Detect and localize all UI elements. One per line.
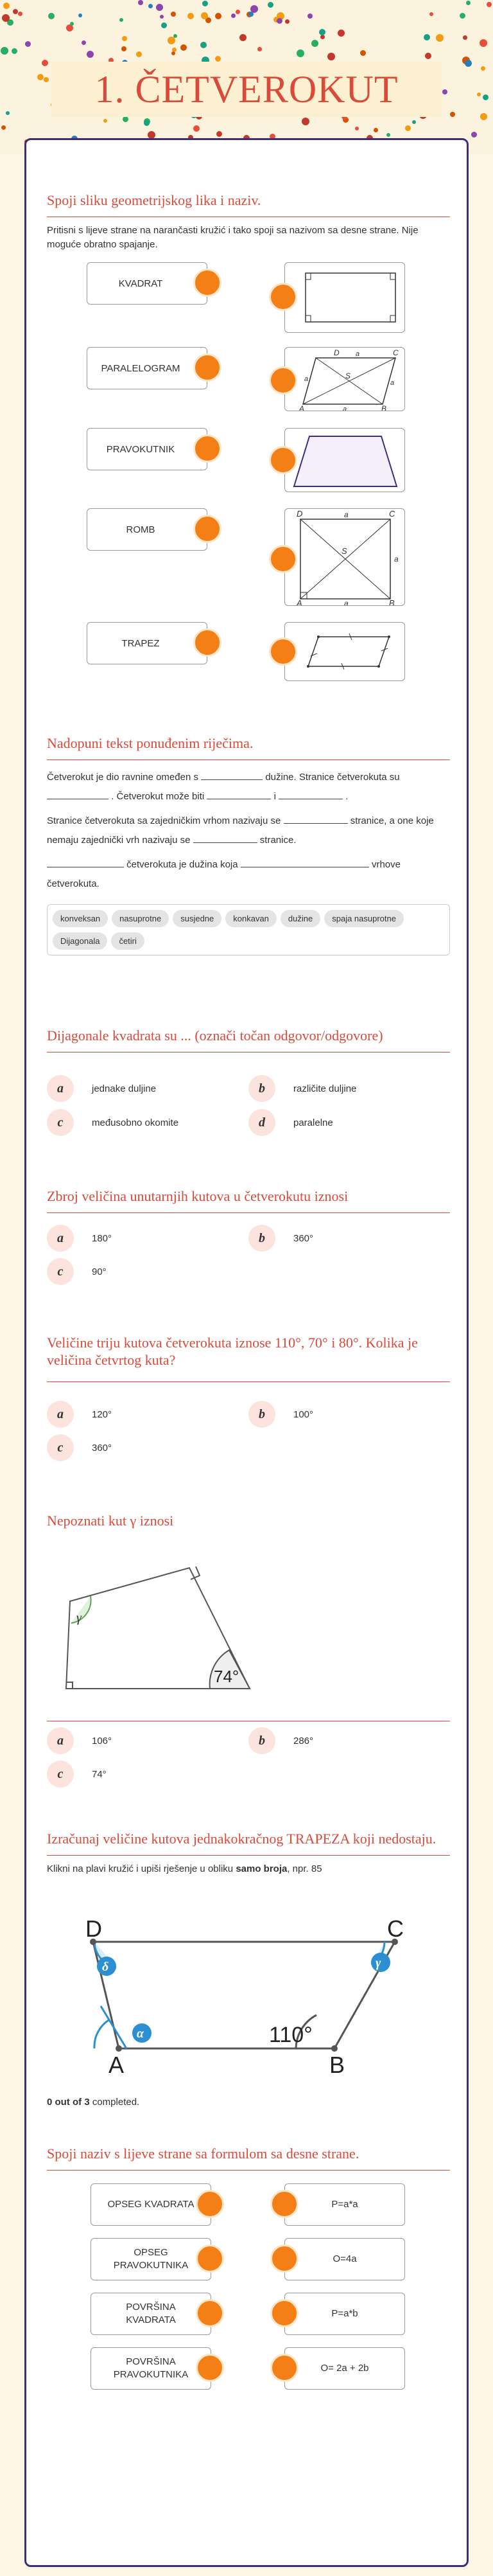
option-text: međusobno okomite: [92, 1117, 179, 1128]
confetti-dot: [168, 37, 175, 44]
confetti-dot: [37, 74, 44, 80]
option-text: 100°: [293, 1408, 314, 1420]
confetti-dot: [180, 44, 187, 51]
confetti-dot: [138, 0, 143, 5]
word-chip[interactable]: konkavan: [225, 910, 277, 927]
confetti-dot: [160, 15, 164, 19]
confetti-dot: [463, 35, 467, 40]
connect-dot-right-1[interactable]: [269, 283, 297, 311]
word-chip[interactable]: susjedne: [173, 910, 221, 927]
confetti-dot: [103, 119, 107, 123]
vertex-label: C: [393, 348, 399, 357]
figure-square-diagonals[interactable]: [284, 508, 405, 606]
connect-dot-left-1[interactable]: [196, 2190, 224, 2218]
connect-dot-right-1[interactable]: [270, 2190, 298, 2218]
confetti-dot: [156, 4, 163, 11]
confetti-dot: [471, 132, 477, 138]
connect-dot-right-3[interactable]: [269, 446, 297, 474]
vertex-label: D: [297, 509, 303, 519]
connect-dot-left-3[interactable]: [193, 434, 221, 463]
question-angle-sum: [47, 1187, 450, 1213]
match-right-formula[interactable]: O=4a: [284, 2238, 405, 2280]
option-text: 360°: [293, 1232, 314, 1244]
confetti-dot: [119, 18, 123, 22]
rhombus-figure-icon: [285, 623, 405, 681]
word-chip[interactable]: nasuprotne: [112, 910, 169, 927]
question-trapezoid-angles: [47, 1830, 450, 1876]
vertex-label: A: [299, 404, 305, 411]
text-fragment: Četverokut je dio ravnine omeđen s: [47, 772, 198, 783]
confetti-dot: [429, 12, 433, 16]
option-badge: c: [47, 1434, 74, 1461]
fill-paragraph-1: [47, 768, 450, 806]
option-badge: c: [47, 1761, 74, 1788]
match-right-formula[interactable]: P=a*b: [284, 2293, 405, 2335]
confetti-dot: [215, 56, 221, 62]
answer-option-a[interactable]: [47, 1727, 112, 1754]
vertex-label: D: [85, 1915, 102, 1942]
confetti-dot: [487, 2, 492, 7]
answer-option-c[interactable]: [47, 1434, 112, 1461]
side-label: a: [356, 350, 360, 358]
match-left-formula-name[interactable]: POVRŠINA KVADRATA: [91, 2293, 211, 2335]
confetti-dot: [355, 127, 359, 130]
text-fragment: .: [345, 791, 349, 802]
question-title: Izračunaj veličine kutova jednakokračnog TRAPEZA koji nedostaju.: [47, 1831, 437, 1847]
word-bank: [47, 904, 450, 955]
text-fragment: dužine. Stranice četverokuta su: [265, 772, 400, 783]
answer-option-c[interactable]: [47, 1761, 107, 1788]
option-badge: a: [47, 1075, 74, 1102]
answer-option-c[interactable]: [47, 1109, 178, 1136]
confetti-dot: [460, 13, 465, 19]
answer-option-b[interactable]: [248, 1075, 356, 1102]
match-left-paralelogram[interactable]: PARALELOGRAM: [87, 347, 207, 389]
confetti-dot: [136, 51, 142, 57]
vertex-label: D: [334, 348, 340, 357]
option-text: paralelne: [293, 1117, 333, 1128]
connect-dot-left-4[interactable]: [196, 2354, 224, 2382]
confetti-dot: [297, 49, 304, 57]
confetti-dot: [82, 40, 86, 45]
option-badge: a: [47, 1225, 74, 1252]
text-fragment: četverokuta je dužina koja: [126, 859, 238, 870]
vertex-label: C: [387, 1915, 404, 1942]
confetti-dot: [187, 13, 194, 19]
confetti-dot: [121, 46, 126, 51]
option-badge: b: [248, 1075, 275, 1102]
confetti-dot: [12, 48, 17, 54]
question-match-formulas: [47, 2145, 450, 2171]
drop-blank[interactable]: [201, 768, 263, 780]
question-title: Spoji sliku geometrijskog lika i naziv.: [47, 192, 261, 208]
question-title: Zbroj veličina unutarnjih kutova u četverokutu iznosi: [47, 1188, 349, 1204]
confetti-dot: [386, 133, 390, 137]
divider: [47, 1855, 450, 1856]
figure-rectangle[interactable]: [284, 262, 405, 333]
gamma-label: γ: [76, 1611, 82, 1625]
confetti-dot: [48, 13, 55, 19]
connect-dot-left-2[interactable]: [196, 2244, 224, 2273]
confetti-dot: [436, 34, 444, 42]
confetti-dot: [25, 41, 31, 47]
confetti-dot: [161, 22, 167, 28]
figure-parallelogram[interactable]: [284, 347, 405, 411]
option-text: jednake duljine: [92, 1083, 157, 1094]
word-chip[interactable]: Dijagonala: [53, 932, 107, 950]
match-right-formula[interactable]: O= 2a + 2b: [284, 2347, 405, 2390]
divider: [47, 2170, 450, 2171]
drop-blank[interactable]: [279, 787, 343, 799]
square-figure-icon: [285, 509, 405, 606]
confetti-dot: [477, 93, 481, 96]
connect-dot-right-2[interactable]: [270, 2244, 298, 2273]
confetti-dot: [44, 77, 49, 82]
question-title: Veličine triju kutova četverokuta iznose 110°, 70° i 80°. Kolika je veličina četvrtog kuta?: [47, 1335, 418, 1368]
question-title: Nadopuni tekst ponuđenim riječima.: [47, 735, 254, 751]
question-fill-text: [47, 734, 450, 955]
drop-blank[interactable]: [47, 787, 108, 799]
answer-option-d[interactable]: [248, 1109, 333, 1136]
rectangle-figure-icon: [285, 263, 405, 333]
confetti-dot: [216, 131, 222, 137]
confetti-dot: [202, 1, 208, 6]
confetti-dot: [327, 53, 335, 60]
confetti-dot: [302, 118, 309, 125]
drop-blank[interactable]: [47, 855, 124, 867]
vertex-label: B: [389, 598, 395, 606]
word-chip[interactable]: dužine: [281, 910, 320, 927]
side-label: a: [304, 375, 309, 383]
match-left-formula-name[interactable]: POVRŠINA PRAVOKUTNIKA: [91, 2347, 211, 2390]
figure-rhombus[interactable]: [284, 622, 405, 681]
answer-option-a[interactable]: [47, 1225, 112, 1252]
confetti-dot: [171, 12, 176, 17]
confetti-dot: [87, 51, 94, 58]
word-chip[interactable]: spaja nasuprotne: [324, 910, 404, 927]
blue-input-dot-gamma[interactable]: [371, 1953, 390, 1972]
divider: [47, 1052, 450, 1053]
option-text: različite duljine: [293, 1083, 357, 1094]
connect-dot-right-5[interactable]: [269, 637, 297, 666]
angle-label: 74°: [214, 1667, 239, 1686]
blue-input-dot-alpha[interactable]: [132, 2023, 151, 2043]
confetti-dot: [319, 29, 325, 35]
trapezoid-figure-icon: [285, 429, 405, 492]
confetti-dot: [481, 66, 485, 71]
confetti-dot: [6, 111, 10, 115]
match-right-formula[interactable]: P=a*a: [284, 2183, 405, 2226]
option-text: 120°: [92, 1408, 112, 1420]
word-chip[interactable]: konveksan: [53, 910, 108, 927]
confetti-dot: [200, 42, 207, 48]
angle-label: 110°: [269, 2023, 313, 2047]
confetti-dot: [257, 47, 262, 51]
svg-text:α: α: [137, 2027, 144, 2041]
confetti-dot: [483, 94, 489, 100]
fill-paragraph-3: [47, 855, 450, 894]
divider: [47, 759, 450, 760]
connect-dot-right-4[interactable]: [270, 2354, 298, 2382]
confetti-dot: [78, 13, 82, 17]
instruction-text: Klikni na plavi kružić i upiši rješenje u obliku samo broja, npr. 85: [47, 1863, 322, 1874]
center-label: S: [342, 546, 347, 556]
confetti-dot: [1, 125, 6, 130]
question-title: Dijagonale kvadrata su ... (označi točan odgovor/odgovore): [47, 1027, 383, 1044]
option-text: 286°: [293, 1735, 314, 1746]
figure-trapezoid[interactable]: [284, 428, 405, 492]
quadrilateral-figure: [47, 1540, 265, 1707]
page-title: 1. ČETVEROKUT: [94, 67, 399, 111]
connect-dot-left-1[interactable]: [193, 269, 221, 297]
confetti-dot: [311, 40, 318, 47]
connect-dot-right-2[interactable]: [269, 366, 297, 395]
confetti-dot: [442, 89, 447, 94]
text-fragment: . Četverokut može biti: [111, 791, 205, 802]
confetti-dot: [148, 4, 153, 8]
vertex-label: B: [329, 2052, 345, 2074]
vertex-label: A: [108, 2052, 125, 2074]
drop-blank[interactable]: [241, 855, 369, 867]
option-text: 180°: [92, 1232, 112, 1244]
trapezoid-figure: [47, 1914, 450, 2074]
confetti-dot: [171, 51, 175, 55]
option-badge: b: [248, 1401, 275, 1428]
word-chip[interactable]: četiri: [111, 932, 144, 950]
svg-text:δ: δ: [102, 1960, 109, 1974]
vertex-label: C: [389, 509, 395, 519]
confetti-dot: [193, 125, 200, 132]
option-badge: c: [47, 1258, 74, 1285]
vertex-label: A: [297, 598, 302, 606]
confetti-dot: [425, 53, 431, 59]
question-unknown-angle: [47, 1512, 450, 1529]
confetti-dot: [42, 60, 48, 66]
confetti-dot: [239, 34, 246, 41]
text-fragment: vrhove četverokuta.: [47, 859, 401, 889]
question-title: Spoji naziv s lijeve strane sa formulom sa desne strane.: [47, 2145, 359, 2162]
option-badge: b: [248, 1225, 275, 1252]
drop-blank[interactable]: [207, 787, 271, 799]
connect-dot-left-5[interactable]: [193, 628, 221, 657]
match-left-kvadrat[interactable]: KVADRAT: [87, 262, 207, 305]
option-text: 360°: [92, 1442, 112, 1453]
confetti-dot: [412, 120, 416, 124]
side-label: a: [390, 379, 395, 387]
option-badge: d: [248, 1109, 275, 1136]
title-banner: [51, 62, 442, 117]
drop-blank[interactable]: [193, 831, 257, 843]
text-fragment: i: [273, 791, 276, 802]
side-label: a: [344, 510, 349, 519]
text-fragment: stranice.: [259, 835, 297, 846]
question-fourth-angle: [47, 1334, 450, 1382]
connect-dot-left-3[interactable]: [196, 2299, 224, 2327]
hero-banner: [0, 0, 493, 154]
confetti-dot: [338, 30, 345, 37]
confetti-dot: [480, 39, 487, 47]
confetti-dot: [466, 1, 471, 5]
confetti-dot: [236, 10, 240, 14]
answer-option-c[interactable]: [47, 1258, 107, 1285]
fill-paragraph-2: [47, 812, 450, 850]
question-title: Nepoznati kut γ iznosi: [47, 1513, 174, 1529]
confetti-dot: [2, 14, 10, 22]
confetti-dot: [450, 112, 455, 117]
instruction-text: Pritisni s lijeve strane na narančasti kružić i tako spoji sa nazivom sa desne strane. Nije moguće obratno spajanje.: [47, 225, 419, 250]
connect-dot-right-3[interactable]: [270, 2299, 298, 2327]
side-label: a: [343, 405, 347, 411]
match-left-romb[interactable]: ROMB: [87, 508, 207, 551]
divider: [47, 1212, 450, 1213]
confetti-dot: [3, 3, 10, 9]
connect-dot-left-2[interactable]: [193, 353, 221, 382]
option-text: 74°: [92, 1768, 107, 1780]
text-fragment: stranice, a one koje nemaju zajednički vrh nazivaju se: [47, 815, 434, 846]
center-label: S: [345, 371, 351, 380]
answer-option-b[interactable]: [248, 1225, 313, 1252]
option-text: 90°: [92, 1266, 107, 1277]
confetti-dot: [123, 116, 128, 122]
option-badge: c: [47, 1109, 74, 1136]
option-text: 106°: [92, 1735, 112, 1746]
side-label: a: [344, 599, 349, 606]
confetti-dot: [1, 47, 8, 55]
vertex-label: B: [381, 404, 387, 411]
confetti-dot: [360, 50, 366, 56]
option-badge: b: [248, 1727, 275, 1754]
confetti-dot: [70, 22, 74, 26]
confetti-dot: [320, 35, 325, 39]
confetti-dot: [201, 12, 208, 19]
content-card: [24, 138, 469, 2567]
parallelogram-figure-icon: [285, 348, 405, 411]
match-left-formula-name[interactable]: OPSEG KVADRATA: [91, 2183, 211, 2226]
confetti-dot: [374, 128, 378, 132]
drop-blank[interactable]: [284, 812, 348, 824]
divider: [47, 1381, 450, 1382]
connect-dot-left-4[interactable]: [193, 515, 221, 543]
confetti-dot: [307, 13, 313, 19]
confetti-dot: [231, 13, 236, 18]
confetti-dot: [405, 125, 411, 131]
confetti-dot: [18, 12, 22, 16]
confetti-dot: [268, 2, 273, 8]
confetti-dot: [480, 113, 487, 120]
question-match-shapes: [47, 191, 450, 252]
answer-option-a[interactable]: [47, 1401, 112, 1428]
confetti-dot: [144, 120, 150, 126]
match-left-trapez[interactable]: TRAPEZ: [87, 622, 207, 664]
svg-text:γ: γ: [376, 1956, 381, 1970]
answer-option-b[interactable]: [248, 1727, 313, 1754]
text-fragment: Stranice četverokuta sa zajedničkim vrhom nazivaju se: [47, 815, 281, 826]
confetti-dot: [424, 34, 430, 40]
confetti-dot: [285, 19, 290, 24]
confetti-dot: [248, 12, 254, 17]
confetti-dot: [122, 36, 127, 41]
option-badge: a: [47, 1401, 74, 1428]
match-left-formula-name[interactable]: OPSEG PRAVOKUTNIKA: [91, 2238, 211, 2280]
answer-option-b[interactable]: [248, 1401, 313, 1428]
answer-option-a[interactable]: [47, 1075, 156, 1102]
connect-dot-right-4[interactable]: [269, 545, 297, 573]
confetti-dot: [215, 13, 221, 19]
question-diagonals: [47, 1027, 450, 1053]
blue-input-dot-delta[interactable]: [97, 1957, 116, 1976]
side-label: a: [394, 555, 399, 564]
confetti-dot: [465, 60, 472, 67]
match-left-pravokutnik[interactable]: PRAVOKUTNIK: [87, 428, 207, 470]
completion-status: 0 out of 3 completed.: [47, 2097, 140, 2108]
confetti-dot: [277, 18, 282, 24]
option-badge: a: [47, 1727, 74, 1754]
confetti-dot: [13, 9, 18, 14]
